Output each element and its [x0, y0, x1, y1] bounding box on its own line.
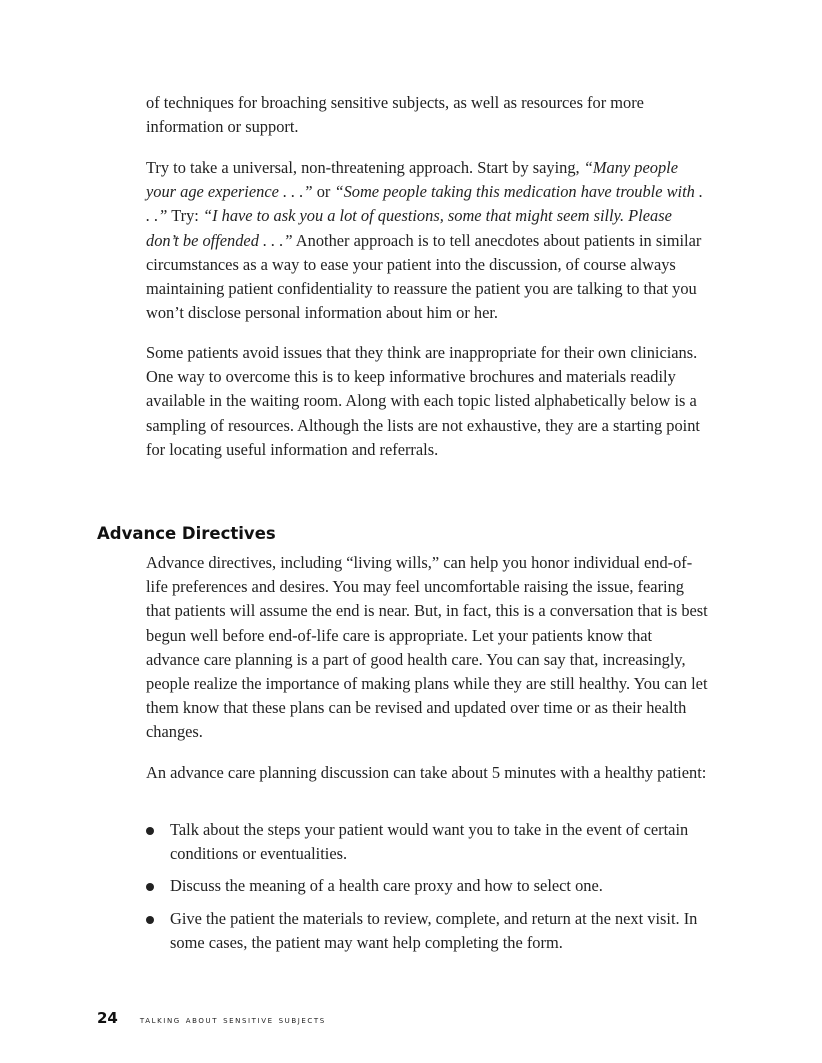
bullet-icon: [146, 916, 154, 924]
page-footer: [97, 1009, 326, 1027]
paragraph-text: An advance care planning discussion can take about 5 minutes with a healthy patient:: [146, 763, 707, 782]
paragraph-text: Advance directives, including “living wills,” can help you honor individual end-of-life preferences and desires. You may feel uncomfortable raising the issue, fearing that patients will assume the end is near. But, in fact, this is a conversation that is best begun well before end-of-life care is appropriate. Let your patients know that advance care planning is a part of good health care. You can say that, increasingly, people realize the importance of making plans while they are still healthy. You can let them know that these plans can be revised and updated over time or as their health changes.: [146, 553, 708, 742]
paragraph-text: Some patients avoid issues that they think are inappropriate for their own clinicians. One way to overcome this is to keep informative brochures and materials readily available in the waiting room. Along with each topic listed alphabetically below is a sampling of resources. Although the lists are not exhaustive, they are a starting point for locating useful information and referrals.: [146, 343, 700, 459]
quote-italic: “Many people your age experience . . .”: [146, 158, 678, 202]
bullet-icon: [146, 827, 154, 835]
text-run: Another approach is to tell anecdotes about patients in similar circumstances as a way to ease your patient into the discussion, of course always maintaining patient confidentiality to reassure the patient you are talking to that you won’t disclose personal information about him or her.: [146, 230, 702, 323]
section-heading: Advance Directives: [97, 524, 276, 543]
list-item-text: Discuss the meaning of a health care proxy and how to select one.: [170, 876, 603, 896]
list-item: [146, 907, 708, 955]
running-head: talking about sensitive subjects: [139, 1014, 326, 1026]
page-number: 24: [97, 1009, 118, 1027]
bullet-list: [146, 818, 708, 963]
intro-paragraph-continued: [146, 91, 708, 139]
paragraph-text: [146, 156, 708, 325]
list-item: [146, 874, 708, 898]
list-item: [146, 818, 708, 866]
quote-italic: “I have to ask you a lot of questions, some that might seem silly. Please don’t be offended . . .”: [146, 206, 672, 250]
planning-discussion-paragraph: [146, 761, 708, 785]
resources-paragraph: [146, 341, 708, 462]
approach-paragraph: [146, 156, 708, 325]
bullet-icon: [146, 883, 154, 891]
list-item-text: Talk about the steps your patient would want you to take in the event of certain conditions or eventualities.: [170, 820, 689, 864]
advance-directives-paragraph: [146, 551, 708, 745]
text-run: Try:: [167, 206, 203, 226]
text-run: Try to take a universal, non-threatening approach. Start by saying,: [146, 158, 584, 177]
list-item-text: Give the patient the materials to review, complete, and return at the next visit. In some cases, the patient may want help completing the form.: [170, 908, 698, 952]
quote-italic: “Some people taking this medication have trouble with . . .”: [146, 182, 704, 226]
paragraph-text: of techniques for broaching sensitive subjects, as well as resources for more information or support.: [146, 93, 644, 137]
text-run: or: [312, 182, 335, 202]
